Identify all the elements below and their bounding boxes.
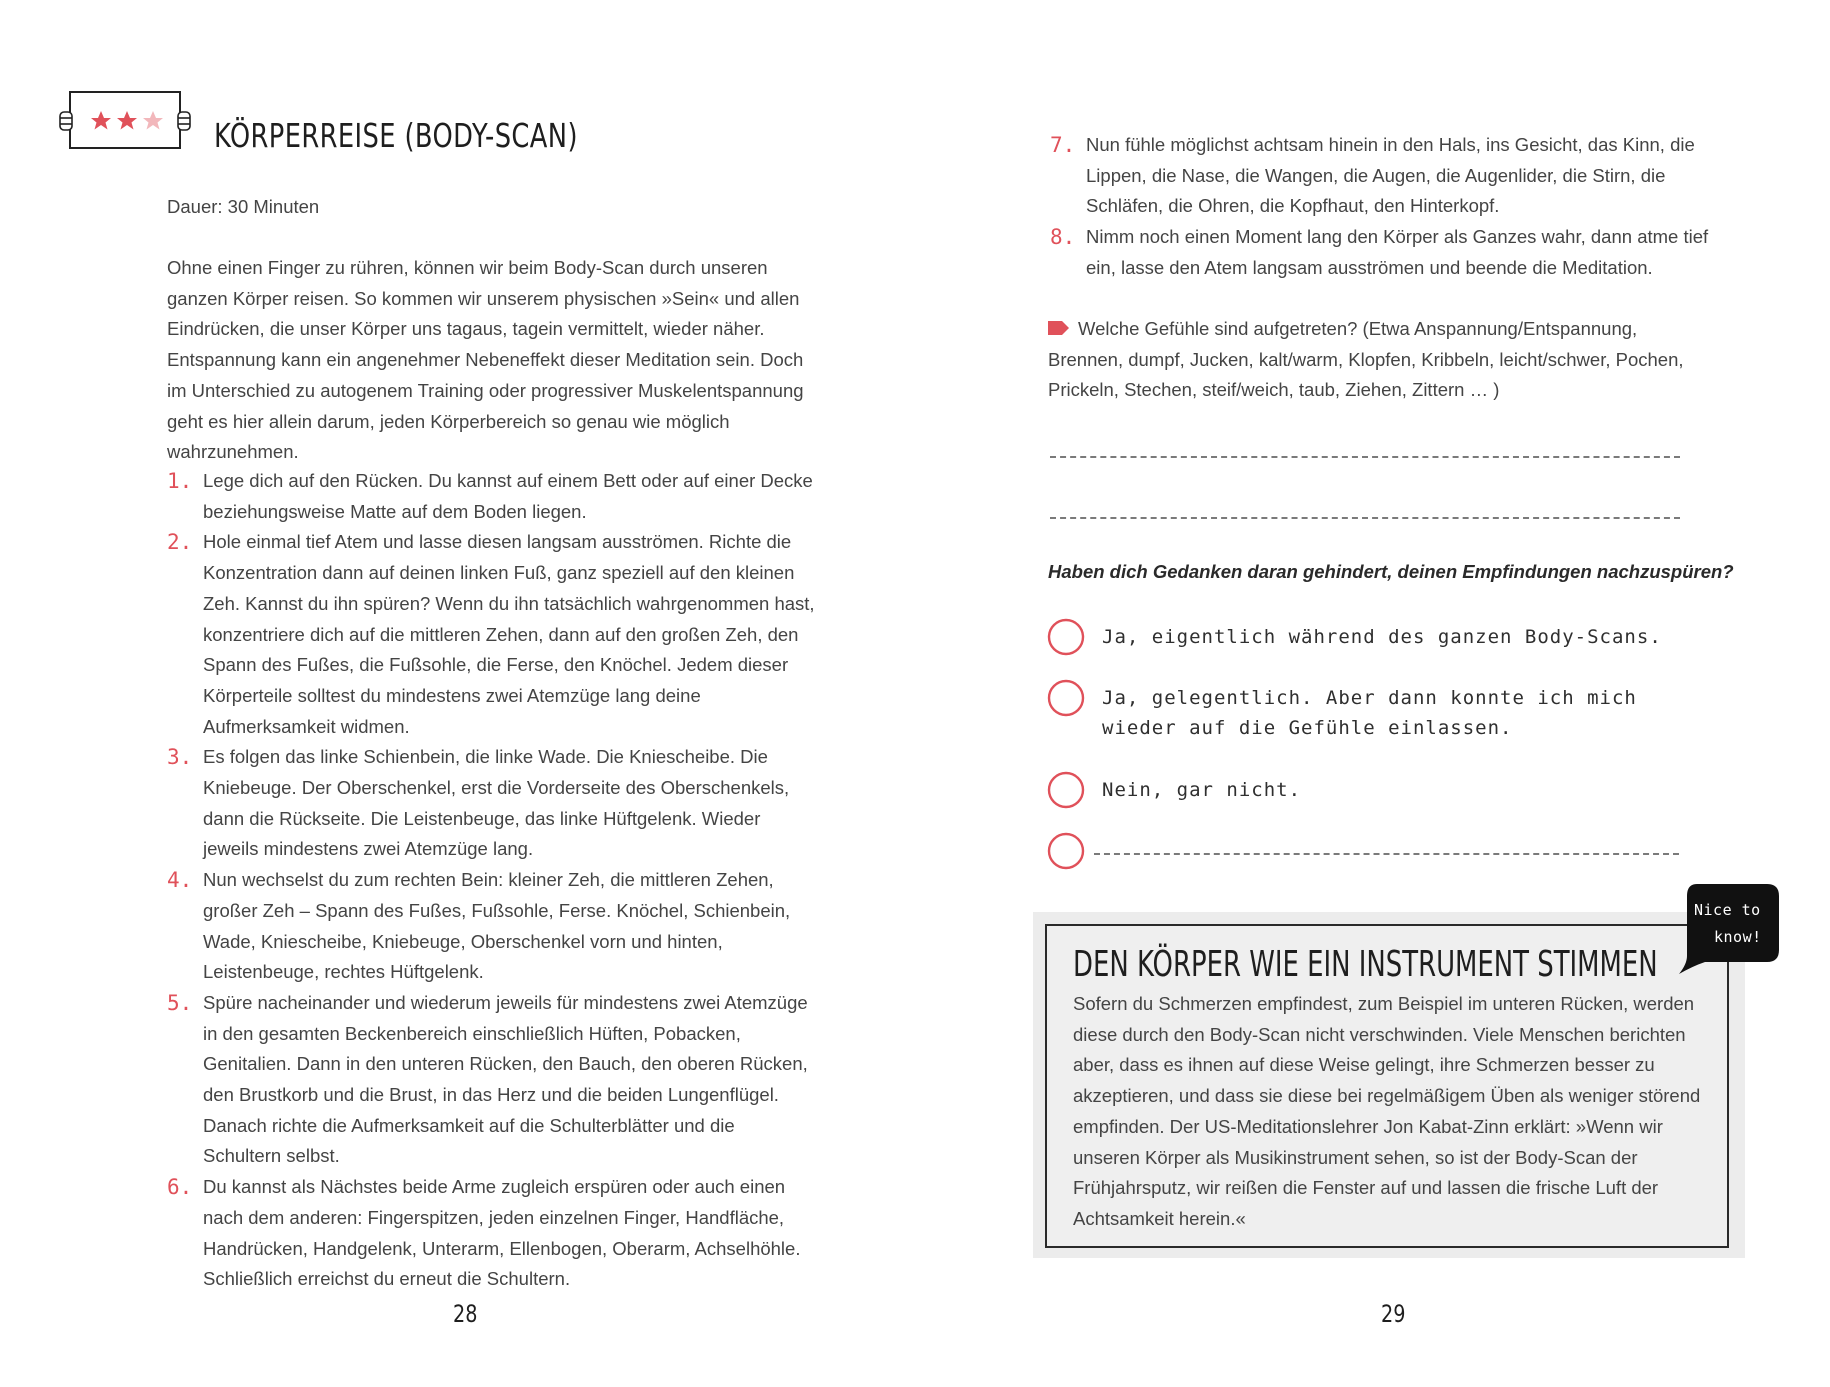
option-label: Ja, eigentlich während des ganzen Body-Scans. (1102, 626, 1662, 648)
step-item (1050, 130, 1710, 222)
page-title: KÖRPERREISE (BODY-SCAN) (214, 116, 578, 155)
step-text: Nimm noch einen Moment lang den Körper als Ganzes wahr, dann atme tief ein, lasse den Atem langsam ausströmen und beende die Meditation. (1086, 226, 1709, 278)
step-text: Nun fühle möglichst achtsam hinein in den Hals, ins Gesicht, das Kinn, die Lippen, die Nase, die Wangen, die Augen, die Augenlider, die Stirn, die Schläfen, die Ohren, die Kopfhaut, den Hinterkopf. (1086, 134, 1695, 217)
option-label: Nein, gar nicht. (1102, 779, 1302, 801)
bubble-line: Nice to (1694, 901, 1761, 919)
steps-list (167, 466, 817, 1295)
difficulty-sign-icon (58, 89, 192, 151)
difficulty-badge (58, 89, 192, 151)
step-number: 4. (167, 868, 193, 893)
speech-bubble-text (1694, 897, 1772, 951)
step-item (1050, 222, 1710, 283)
steps-list-continued (1050, 130, 1710, 284)
step-text: Hole einmal tief Atem und lasse diesen langsam ausströmen. Richte die Konzentration dann auf deinen linken Fuß, ganz speziell auf den kleinen Zeh. Kannst du ihn spüren? Wenn du ihn tatsächlich wahrgenommen hast, konzentriere dich auf die mittleren Zehen, dann auf den großen Zeh, den Spann des Fußes, die Fußsohle, die Ferse, den Knöchel. Jedem dieser Körperteile solltest du mindestens zwei Atemzüge lang deine Aufmerksamkeit widmen. (203, 531, 815, 737)
answer-line[interactable] (1050, 517, 1680, 519)
step-number: 2. (167, 530, 193, 555)
step-item (167, 527, 817, 742)
info-box-text: Sofern du Schmerzen empfindest, zum Beispiel im unteren Rücken, werden diese durch den Body-Scan nicht verschwinden. Viele Menschen berichten aber, dass es ihnen auf diese Weise gelingt, ihre Schmerzen besser zu akzeptieren, und dass sie diese bei regelmäßigem Üben als weniger störend empfinden. Der US-Meditationslehrer Jon Kabat-Zinn erklärt: »Wenn wir unseren Körper als Musikinstrument sehen, so ist der Body-Scan der Frühjahrsputz, wir reißen die Fenster auf und lassen die frische Luft der Achtsamkeit herein.« (1073, 993, 1701, 1229)
checkbox-circle-icon[interactable] (1047, 679, 1085, 717)
step-number: 6. (167, 1175, 193, 1200)
step-number: 5. (167, 990, 193, 1015)
step-item (167, 466, 817, 527)
step-text: Nun wechselst du zum rechten Bein: kleiner Zeh, die mittleren Zehen, großer Zeh – Spann des Fußes, Fußsohle, Ferse. Knöchel, Schienbein, Wade, Kniescheibe, Kniebeuge, Oberschenkel vorn und hinten, Leistenbeuge, rechtes Hüftgelenk. (203, 869, 791, 983)
step-item (167, 865, 817, 988)
other-answer-line[interactable] (1094, 853, 1679, 855)
question-text: Haben dich Gedanken daran gehindert, deinen Empfindungen nachzuspüren? (1048, 561, 1734, 582)
step-number: 8. (1050, 225, 1076, 250)
step-text: Lege dich auf den Rücken. Du kannst auf einem Bett oder auf einer Decke beziehungsweise Matte auf dem Boden liegen. (203, 470, 813, 522)
step-number: 1. (167, 469, 193, 493)
step-item (167, 988, 817, 1172)
checkbox-circle-icon[interactable] (1047, 832, 1085, 870)
page-number-right: 29 (1381, 1300, 1406, 1328)
step-item (167, 1172, 817, 1295)
info-box-title: DEN KÖRPER WIE EIN INSTRUMENT STIMMEN (1073, 944, 1658, 985)
answer-line[interactable] (1050, 456, 1680, 458)
step-text: Es folgen das linke Schienbein, die linke Wade. Die Kniescheibe. Die Kniebeuge. Der Oberschenkel, erst die Vorderseite des Oberschenkels, dann die Rückseite. Die Leistenbeuge, das linke Hüftgelenk. Wieder jeweils mindestens zwei Atemzüge lang. (203, 746, 790, 860)
step-item (167, 742, 817, 865)
option-label: Ja, gelegentlich. Aber dann konnte ich mich wieder auf die Gefühle einlassen. (1102, 687, 1637, 739)
checkbox-circle-icon[interactable] (1047, 618, 1085, 656)
step-text: Spüre nacheinander und wiederum jeweils für mindestens zwei Atemzüge in den gesamten Beckenbereich einschließlich Hüften, Pobacken, Genitalien. Dann in den unteren Rücken, den Bauch, den oberen Rücken, den Brustkorb und die Brust, in das Herz und die beiden Lungenflügel. Danach richte die Aufmerksamkeit auf die Schulterblätter und die Schultern selbst. (203, 991, 808, 1167)
step-number: 7. (1050, 133, 1076, 157)
tag-icon (1048, 320, 1070, 336)
bubble-line: know! (1714, 928, 1762, 946)
duration-label: Dauer: 30 Minuten (167, 196, 320, 217)
feelings-prompt (1048, 314, 1713, 406)
step-number: 3. (167, 745, 193, 770)
feelings-prompt-text: Welche Gefühle sind aufgetreten? (Etwa Anspannung/Entspannung, Brennen, dumpf, Jucken, kalt/warm, Klopfen, Kribbeln, leicht/schwer, Pochen, Prickeln, Stechen, steif/weich, taub, Ziehen, Zittern … ) (1048, 318, 1684, 401)
page-number-left: 28 (453, 1300, 478, 1328)
step-text: Du kannst als Nächstes beide Arme zugleich erspüren oder auch einen nach dem anderen: Fingerspitzen, jeden einzelnen Finger, Handfläche, Handrücken, Handgelenk, Unterarm, Ellenbogen, Oberarm, Achselhöhle. Schließlich erreichst du erneut die Schultern. (203, 1176, 801, 1290)
checkbox-circle-icon[interactable] (1047, 771, 1085, 809)
intro-paragraph: Ohne einen Finger zu rühren, können wir beim Body-Scan durch unseren ganzen Körper reisen. So kommen wir unserem physischen »Sein« und allen Eindrücken, die unser Körper uns tagaus, tagein vermittelt, wieder näher. Entspannung kann ein angenehmer Nebeneffekt dieser Meditation sein. Doch im Unterschied zu autogenem Training oder progressiver Muskelentspannung geht es hier allein darum, jeden Körperbereich so genau wie möglich wahrzunehmen. (167, 257, 804, 463)
